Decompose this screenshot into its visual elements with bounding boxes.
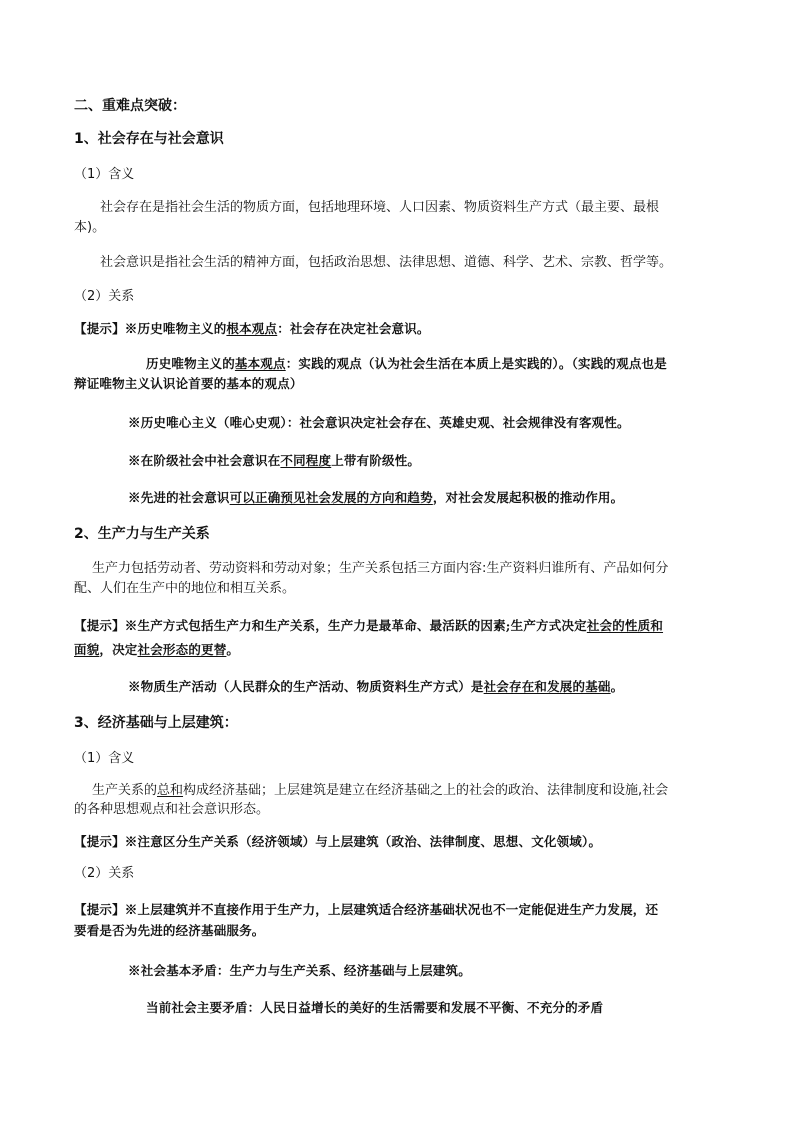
hint-line: ※社会基本矛盾：生产力与生产关系、经济基础与上层建筑。 (128, 963, 471, 978)
underlined-term: 可以正确预见 (229, 490, 306, 505)
hint-line (128, 452, 420, 470)
underlined-term: 根本观点 (226, 321, 278, 336)
hint-text: 。 (226, 642, 240, 657)
underlined-term: 总和 (157, 783, 184, 798)
underlined-term: 不同程度 (280, 453, 332, 468)
section-heading: 二、重难点突破： (74, 98, 186, 114)
underlined-term: 面貌 (74, 642, 100, 657)
section-3-title: 3、经济基础与上层建筑： (74, 715, 238, 731)
underlined-term: 社会形态的更替 (137, 642, 227, 657)
hint-text: 历史唯物主义的 (146, 356, 235, 371)
underlined-term: 社会的性质和 (586, 618, 664, 633)
paragraph: 的各种思想观点和社会意识形态。 (74, 802, 270, 817)
underlined-term: 社会发展的方向和趋势 (305, 490, 433, 505)
hint-line (74, 641, 239, 659)
hint-text: 。 (610, 679, 624, 694)
paragraph-text: 生产关系的 (92, 783, 158, 798)
paragraph (92, 782, 668, 800)
hint-line (128, 489, 623, 507)
hint-line: 【提示】※上层建筑并不直接作用于生产力，上层建筑适合经济基础状况也不一定能促进生产力发展，还 (74, 902, 659, 917)
subheading: （2）关系 (74, 866, 135, 881)
hint-text: 【提示】※生产方式包括生产力和生产关系，生产力是最革命、最活跃的因素;生产方式决定 (74, 618, 587, 633)
hint-line: 辩证唯物主义认识论首要的基本的观点） (74, 376, 303, 391)
paragraph-text: 构成经济基础；上层建筑是建立在经济基础之上的社会的政治、法律制度和设施,社会 (183, 783, 669, 798)
hint-text: 上带有阶级性。 (331, 453, 421, 468)
hint-line: 要看是否为先进的经济基础服务。 (74, 923, 265, 938)
hint-line: 当前社会主要矛盾：人民日益增长的美好的生活需要和发展不平衡、不充分的矛盾 (146, 1000, 604, 1015)
hint-text: ※先进的社会意识 (128, 490, 230, 505)
hint-line (128, 678, 623, 696)
paragraph: 配、人们在生产中的地位和相互关系。 (74, 581, 296, 596)
underlined-term: 社会存在和发展的基础 (483, 679, 611, 694)
hint-line (146, 355, 667, 373)
section-1-title: 1、社会存在与社会意识 (74, 131, 224, 147)
hint-text: ※在阶级社会中社会意识在 (128, 453, 281, 468)
subheading: （2）关系 (74, 289, 135, 304)
hint-text: ※物质生产活动（人民群众的生产活动、物质资料生产方式）是 (128, 679, 484, 694)
hint-text: ，对社会发展起积极的推动作用。 (432, 490, 624, 505)
subheading: （1）含义 (74, 751, 135, 766)
underlined-term: 基本观点 (234, 356, 286, 371)
subheading: （1）含义 (74, 167, 135, 182)
hint-text: ：社会存在决定社会意识。 (277, 321, 430, 336)
paragraph: 社会存在是指社会生活的物质方面，包括地理环境、人口因素、物质资料生产方式（最主要、最根 (100, 200, 660, 215)
hint-text: ，决定 (99, 642, 138, 657)
paragraph: 本)。 (74, 220, 106, 235)
hint-line (74, 617, 663, 635)
paragraph: 社会意识是指社会生活的精神方面，包括政治思想、法律思想、道德、科学、艺术、宗教、哲学等。 (100, 255, 673, 270)
hint-line (74, 320, 430, 338)
section-2-title: 2、生产力与生产关系 (74, 526, 210, 542)
hint-text: ：实践的观点（认为社会生活在本质上是实践的）。（实践的观点也是 (285, 356, 667, 371)
hint-line: ※历史唯心主义（唯心史观）：社会意识决定社会存在、英雄史观、社会规律没有客观性。 (128, 415, 630, 430)
hint-line: 【提示】※注意区分生产关系（经济领域）与上层建筑（政治、法律制度、思想、文化领域）。 (74, 834, 602, 849)
hint-text: 【提示】※历史唯物主义的 (74, 321, 227, 336)
paragraph: 生产力包括劳动者、劳动资料和劳动对象；生产关系包括三方面内容:生产资料归谁所有、产品如何分 (92, 561, 669, 576)
